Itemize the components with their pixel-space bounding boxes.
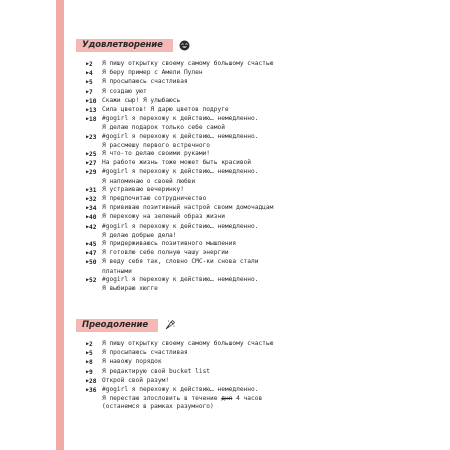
item-number-value: 25 <box>89 151 97 159</box>
triangle-marker-icon: ▶ <box>86 97 90 104</box>
item-number <box>86 368 102 377</box>
item-number <box>86 349 102 358</box>
triangle-marker-icon: ▶ <box>86 88 90 95</box>
list-item-continuation <box>86 178 394 186</box>
smiley-icon <box>179 39 191 51</box>
list-item <box>86 240 394 249</box>
item-number <box>86 60 102 69</box>
triangle-marker-icon: ▶ <box>86 341 90 347</box>
list-item <box>86 386 394 395</box>
list-item <box>86 258 394 267</box>
item-number <box>86 377 102 386</box>
item-number-value: 13 <box>89 107 97 115</box>
item-text: (останемся в рамках разумного) <box>102 403 214 411</box>
item-text: На работе жизнь тоже может быть красивой <box>102 159 252 167</box>
triangle-marker-icon: ▶ <box>86 79 90 86</box>
item-number <box>86 159 102 168</box>
list-item <box>86 186 394 195</box>
item-list <box>86 340 394 412</box>
item-number-value: 34 <box>89 205 97 213</box>
struck-word: дня <box>221 395 233 403</box>
item-text: Скажи сыр! Я улыбаюсь <box>102 96 181 104</box>
list-item <box>86 69 394 78</box>
item-number <box>86 340 102 349</box>
item-text: Я выбираю хюгге <box>102 285 158 293</box>
list-item <box>86 223 394 232</box>
item-number-value: 23 <box>89 133 97 141</box>
section-title: Преодоление <box>76 319 158 332</box>
item-number-value: 40 <box>89 214 97 222</box>
triangle-marker-icon: ▶ <box>86 169 90 176</box>
item-number <box>86 115 102 124</box>
list-item-continuation <box>86 142 394 150</box>
item-number-value: 28 <box>89 377 97 385</box>
item-number <box>86 195 102 204</box>
item-text: Я беру пример с Амели Пулен <box>102 69 203 77</box>
item-number-value: 42 <box>89 223 97 231</box>
item-number-value: 2 <box>89 61 93 68</box>
item-number <box>86 223 102 232</box>
item-number-value: 18 <box>89 116 97 124</box>
triangle-marker-icon: ▶ <box>86 368 90 375</box>
item-number-value: 2 <box>89 341 93 348</box>
item-text: #gogirl я перехожу к действию… немедленно. <box>102 115 259 123</box>
list-item <box>86 213 394 222</box>
item-number-value: 29 <box>89 169 97 177</box>
section-header <box>76 316 394 334</box>
item-number <box>86 186 102 195</box>
item-text: Я что-то делаю своими руками! <box>102 150 211 158</box>
list-item-continuation <box>86 124 394 132</box>
list-item <box>86 97 394 106</box>
item-number-value: 5 <box>89 350 93 358</box>
item-number-value: 36 <box>89 387 97 395</box>
item-number <box>86 88 102 97</box>
item-number <box>86 240 102 249</box>
item-text: Я прививаю позитивный настрой своим домочадцам <box>102 204 274 212</box>
triangle-marker-icon: ▶ <box>86 259 90 266</box>
item-text: Я просыпаюсь счастливая <box>102 78 188 86</box>
item-text: Я делаю добрые дела! <box>102 231 177 239</box>
triangle-marker-icon: ▶ <box>86 160 90 167</box>
list-item <box>86 349 394 358</box>
item-text: платными <box>102 267 132 275</box>
list-item-continuation <box>86 268 394 276</box>
list-item <box>86 340 394 349</box>
item-text: #gogirl я перехожу к действию… немедленно. <box>102 386 259 394</box>
item-number-value: 5 <box>89 79 93 87</box>
item-text: Я создаю уют <box>102 87 147 95</box>
list-item-continuation <box>86 285 394 293</box>
triangle-marker-icon: ▶ <box>86 70 90 77</box>
triangle-marker-icon: ▶ <box>86 133 90 140</box>
item-number-value: 9 <box>89 368 93 376</box>
item-text: Я делаю подарок только себе самой <box>102 124 225 132</box>
list-item <box>86 88 394 97</box>
item-number-value: 27 <box>89 160 97 168</box>
list-item <box>86 60 394 69</box>
triangle-marker-icon: ▶ <box>86 387 90 394</box>
triangle-marker-icon: ▶ <box>86 350 90 357</box>
list-item-continuation <box>86 395 394 403</box>
item-number <box>86 213 102 222</box>
item-text: Я придерживаюсь позитивного мышления <box>102 240 237 248</box>
triangle-marker-icon: ▶ <box>86 241 90 248</box>
list-item <box>86 195 394 204</box>
item-number-value: 8 <box>89 359 93 367</box>
item-text: Я устраиваю вечеринку! <box>102 185 184 193</box>
item-list <box>86 60 394 293</box>
item-number <box>86 150 102 159</box>
item-text: Я рассмешу первого встречного <box>102 141 211 149</box>
item-number <box>86 78 102 87</box>
item-text: Я пишу открытку своему самому большому счастью <box>102 60 274 67</box>
item-number <box>86 133 102 142</box>
triangle-marker-icon: ▶ <box>86 377 90 384</box>
list-item <box>86 276 394 285</box>
triangle-marker-icon: ▶ <box>86 223 90 230</box>
item-text: Я веду себя так, словно СМС-ки снова стали <box>102 258 259 266</box>
triangle-marker-icon: ▶ <box>86 359 90 366</box>
list-item-continuation <box>86 232 394 240</box>
triangle-marker-icon: ▶ <box>86 214 90 221</box>
section-satisfaction <box>64 36 394 293</box>
triangle-marker-icon: ▶ <box>86 196 90 203</box>
triangle-marker-icon: ▶ <box>86 107 90 114</box>
item-number <box>86 69 102 78</box>
item-number <box>86 97 102 106</box>
list-item <box>86 377 394 386</box>
item-number-value: 7 <box>89 88 93 96</box>
item-number-value: 4 <box>89 70 93 78</box>
item-number-value: 50 <box>89 259 97 267</box>
item-number <box>86 249 102 258</box>
list-item <box>86 78 394 87</box>
triangle-marker-icon: ▶ <box>86 276 90 283</box>
item-text: Я перестаю злословить в течение дня 4 часов <box>102 395 263 403</box>
item-text: #gogirl я перехожу к действию… немедленно. <box>102 275 259 283</box>
triangle-marker-icon: ▶ <box>86 61 90 67</box>
item-text: #gogirl я перехожу к действию… немедленно. <box>102 132 259 140</box>
item-text: #gogirl я перехожу к действию… немедленно. <box>102 168 259 176</box>
item-number-value: 45 <box>89 241 97 249</box>
pen-nib-icon <box>164 319 176 331</box>
item-text: Я просыпаюсь счастливая <box>102 349 188 357</box>
item-number-value: 32 <box>89 196 97 204</box>
list-item <box>86 133 394 142</box>
item-number-value: 47 <box>89 250 97 258</box>
item-number <box>86 276 102 285</box>
list-item <box>86 168 394 177</box>
item-number-value: 52 <box>89 276 97 284</box>
list-item <box>86 150 394 159</box>
section-overcoming <box>64 316 394 412</box>
item-text: Открой свой разум! <box>102 376 170 384</box>
item-text: Я готовлю себе полную чашу энергии <box>102 249 229 257</box>
item-number <box>86 168 102 177</box>
triangle-marker-icon: ▶ <box>86 151 90 158</box>
item-number <box>86 358 102 367</box>
item-number <box>86 258 102 267</box>
side-color-stripe <box>56 0 64 450</box>
section-header <box>76 36 394 54</box>
item-text: Сила цветов! Я дарю цветов подруге <box>102 106 229 114</box>
section-title: Удовлетворение <box>76 39 173 52</box>
triangle-marker-icon: ▶ <box>86 186 90 193</box>
item-text: #gogirl я перехожу к действию… немедленно. <box>102 222 259 230</box>
item-text: Я навожу порядок <box>102 358 162 366</box>
item-number-value: 10 <box>89 97 97 105</box>
item-text: Я редактирую свой bucket list <box>102 367 211 375</box>
item-number <box>86 106 102 115</box>
item-number <box>86 204 102 213</box>
triangle-marker-icon: ▶ <box>86 250 90 257</box>
list-item <box>86 106 394 115</box>
list-item-continuation <box>86 403 394 411</box>
item-text: Я перехожу на зеленый образ жизни <box>102 213 225 221</box>
item-number <box>86 386 102 395</box>
triangle-marker-icon: ▶ <box>86 205 90 212</box>
item-text: Я напоминаю о своей любви <box>102 177 196 185</box>
triangle-marker-icon: ▶ <box>86 116 90 123</box>
list-item <box>86 358 394 367</box>
item-text: Я предпочитаю сотрудничество <box>102 195 207 203</box>
list-item <box>86 368 394 377</box>
item-number-value: 31 <box>89 186 97 194</box>
item-text: Я пишу открытку своему самому большому счастью <box>102 340 274 347</box>
